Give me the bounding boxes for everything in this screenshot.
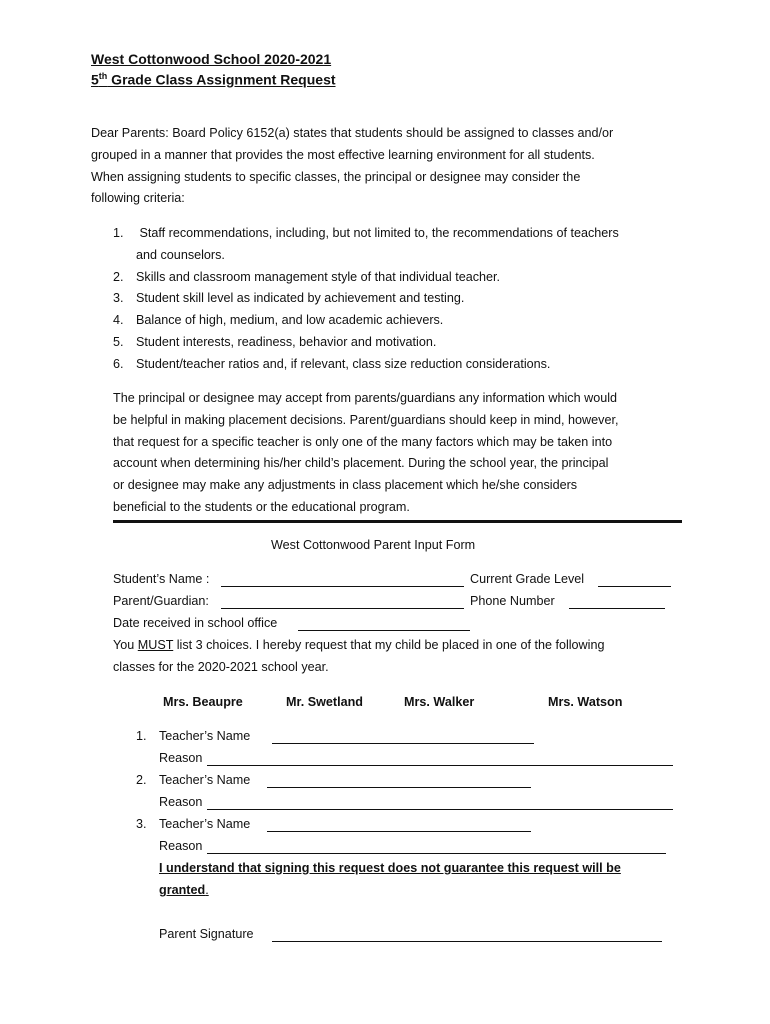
teacher-option: Mrs. Walker [404, 695, 475, 709]
must-instruction-line2: classes for the 2020-2021 school year. [113, 660, 329, 674]
list-item: 4. Balance of high, medium, and low academic achievers. [113, 313, 444, 328]
intro-line: following criteria: [91, 191, 185, 206]
document-title: West Cottonwood School 2020-2021 [91, 51, 332, 67]
student-name-row [113, 572, 209, 586]
parent-signature-field[interactable] [272, 929, 662, 942]
intro-line: When assigning students to specific classes, the principal or designee may consider the [91, 169, 581, 184]
teacher-name-label: Teacher’s Name [159, 729, 251, 743]
student-name-label: Student’s Name : [113, 572, 210, 586]
date-received-label: Date received in school office [113, 616, 278, 630]
parent-label: Parent/Guardian: [113, 594, 209, 608]
principal-paragraph [113, 388, 618, 519]
teacher-name-field[interactable] [267, 775, 531, 788]
reason-label: Reason [159, 839, 203, 853]
reason-field[interactable] [207, 841, 666, 854]
grade-field[interactable] [598, 574, 671, 587]
teacher-name-field[interactable] [267, 819, 531, 832]
document-subtitle [91, 71, 336, 88]
intro-line: grouped in a manner that provides the most effective learning environment for all students. [91, 147, 595, 162]
teacher-name-field[interactable] [272, 731, 534, 744]
reason-field[interactable] [207, 753, 673, 766]
intro-line: Dear Parents: Board Policy 6152(a) states that students should be assigned to classes and/or [91, 126, 614, 140]
principal-line: be helpful in making placement decisions. Parent/guardians should keep in mind, however, [113, 412, 619, 427]
student-name-field[interactable] [221, 574, 464, 587]
intro-paragraph [91, 123, 613, 210]
must-word: MUST [137, 638, 174, 652]
list-item: 1. Staff recommendations, including, but not limited to, the recommendations of teachers [113, 226, 619, 240]
disclaimer-line2: granted. [159, 883, 209, 897]
list-item: 6. Student/teacher ratios and, if relevant, class size reduction considerations. [113, 356, 551, 371]
list-item: 2. Skills and classroom management style of that individual teacher. [113, 269, 501, 284]
phone-field[interactable] [569, 596, 665, 609]
criteria-list [113, 223, 619, 376]
parent-signature-label: Parent Signature [159, 927, 254, 941]
choice-number: 2. [136, 773, 147, 787]
teacher-name-label: Teacher’s Name [159, 817, 251, 831]
reason-field[interactable] [207, 797, 673, 810]
grade-label: Current Grade Level [470, 572, 585, 586]
subtitle-number: 5 [91, 71, 99, 88]
reason-label: Reason [159, 795, 203, 809]
teacher-option: Mrs. Beaupre [163, 695, 243, 709]
principal-line: or designee may make any adjustments in class placement which he/she considers [113, 478, 578, 493]
date-received-field[interactable] [298, 618, 470, 631]
choice-number: 3. [136, 817, 147, 831]
section-divider [113, 520, 682, 523]
form-heading: West Cottonwood Parent Input Form [271, 538, 476, 552]
subtitle-rest: Grade Class Assignment Request [107, 71, 336, 88]
teacher-option: Mrs. Watson [548, 695, 623, 709]
subtitle-superscript: th [98, 71, 108, 81]
teacher-option: Mr. Swetland [286, 695, 363, 709]
principal-line: beneficial to the students or the educational program. [113, 499, 410, 514]
choice-number: 1. [136, 729, 147, 743]
list-item: 5. Student interests, readiness, behavior and motivation. [113, 334, 437, 349]
principal-line: account when determining his/her child’s placement. During the school year, the principal [113, 456, 609, 471]
parent-field[interactable] [221, 596, 464, 609]
principal-line: that request for a specific teacher is only one of the many factors which may be taken into [113, 434, 613, 449]
phone-label: Phone Number [470, 594, 555, 608]
list-item: 3. Student skill level as indicated by achievement and testing. [113, 291, 465, 306]
principal-line: The principal or designee may accept from parents/guardians any information which would [113, 391, 618, 405]
list-item-continuation: and counselors. [136, 247, 225, 262]
teacher-name-label: Teacher’s Name [159, 773, 251, 787]
must-instruction: You MUST list 3 choices. I hereby request that my child be placed in one of the following [113, 638, 605, 652]
disclaimer-line: I understand that signing this request does not guarantee this request will be [159, 861, 621, 875]
reason-label: Reason [159, 751, 203, 765]
